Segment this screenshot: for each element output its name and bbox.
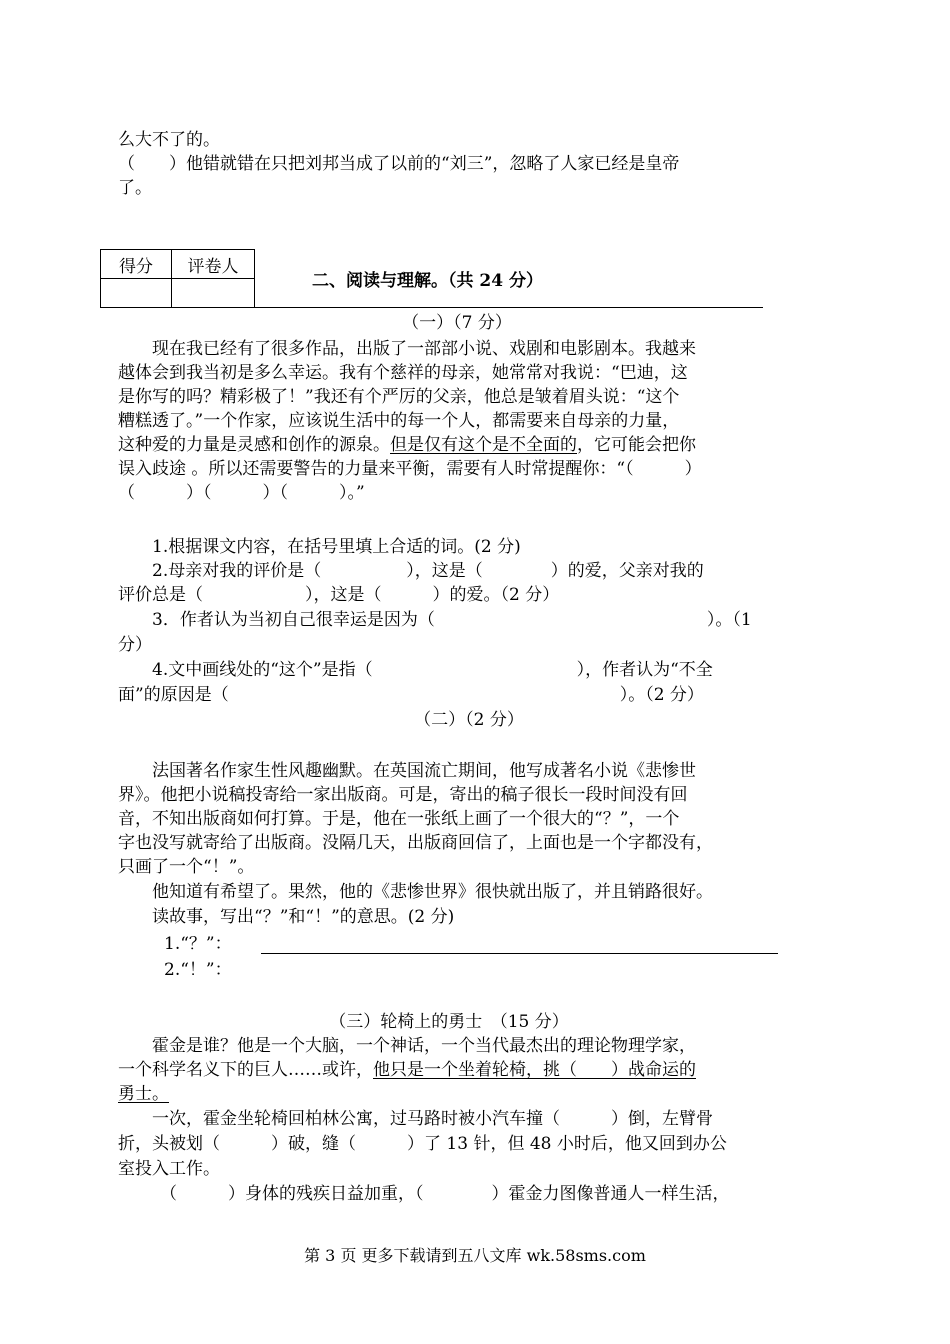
page-footer: 第 3 页 更多下载请到五八文库 wk.58sms.com	[304, 1246, 646, 1265]
question-3: 3．作者认为当初自己很幸运是因为（ ）。（1	[152, 610, 752, 630]
section-title: 二、阅读与理解。（共 24 分）	[312, 271, 543, 291]
text-span: ，它可能会把你	[577, 435, 696, 455]
score-cell[interactable]	[101, 279, 172, 308]
divider	[255, 307, 763, 308]
part2-heading: （二）（2 分）	[414, 710, 524, 730]
underlined-phrase: 但是仅有这个是不全面的	[390, 435, 577, 455]
underlined-phrase: 勇士。	[118, 1084, 169, 1104]
paragraph-line: 一次，霍金坐轮椅回柏林公寓，过马路时被小汽车撞（ ）倒，左臂骨	[152, 1109, 713, 1129]
paragraph-line: 越体会到我当初是多么幸运。我有个慈祥的母亲，她常常对我说：“巴迪，这	[118, 363, 688, 383]
grader-cell[interactable]	[172, 279, 255, 308]
text-span: 一个科学名义下的巨人……或许，	[118, 1060, 373, 1080]
answer-label-2: 2.“！”：	[164, 960, 232, 980]
paragraph-line: 折，头被划（ ）破，缝（ ）了 13 针，但 48 小时后，他又回到办公	[118, 1134, 727, 1154]
score-table	[100, 249, 255, 308]
paragraph-line: 他知道有希望了。果然，他的《悲惨世界》很快就出版了，并且销路很好。	[152, 882, 713, 902]
text-line: 么大不了的。	[118, 130, 220, 150]
paragraph-line: 字也没写就寄给了出版商。没隔几天，出版商回信了，上面也是一个字都没有，	[118, 833, 713, 853]
paragraph-line: 法国著名作家生性风趣幽默。在英国流亡期间，他写成著名小说《悲惨世	[152, 761, 696, 781]
paragraph-line: 音，不知出版商如何打算。于是，他在一张纸上画了一个很大的“？”，一个	[118, 809, 680, 829]
paragraph-line: 糟糕透了。”一个作家，应该说生活中的每一个人，都需要来自母亲的力量，	[118, 411, 680, 431]
paragraph-line: 霍金是谁？他是一个大脑，一个神话，一个当代最杰出的理论物理学家，	[152, 1036, 696, 1056]
part1-heading: （一）（7 分）	[402, 313, 512, 333]
paragraph-line: 读故事，写出“？”和“！”的意思。(2 分)	[152, 907, 455, 927]
answer-line-1[interactable]	[261, 953, 778, 954]
question-3-cont: 分）	[118, 635, 152, 655]
question-4: 4.文中画线处的“这个”是指（ ），作者认为“不全	[152, 660, 713, 680]
paragraph-line: 界》。他把小说稿投寄给一家出版商。可是，寄出的稿子很长一段时间没有回	[118, 785, 688, 805]
part3-heading: （三）轮椅上的勇士 （15 分）	[329, 1012, 569, 1032]
question-1: 1.根据课文内容，在括号里填上合适的词。(2 分)	[152, 537, 521, 557]
score-header: 得分	[101, 250, 172, 279]
paragraph-line: 误入歧途 。所以还需要警告的力量来平衡，需要有人时常提醒你：“（ ）	[118, 459, 702, 479]
question-2-cont: 评价总是（ ），这是（ ）的爱。（2 分）	[118, 585, 560, 605]
paragraph-line: （ ）身体的残疾日益加重，（ ）霍金力图像普通人一样生活，	[160, 1184, 730, 1204]
grader-header: 评卷人	[172, 250, 255, 279]
text-line: （ ）他错就错在只把刘邦当成了以前的“刘三”，忽略了人家已经是皇帝	[118, 154, 680, 174]
text-span: 这种爱的力量是灵感和创作的源泉。	[118, 435, 390, 455]
answer-label-1: 1.“？”：	[164, 934, 232, 954]
question-2: 2.母亲对我的评价是（ ），这是（ ）的爱，父亲对我的	[152, 561, 704, 581]
underlined-phrase: 他只是一个坐着轮椅，挑（ ）战命运的	[373, 1060, 696, 1080]
paragraph-line: （ ）（ ）（ ）。”	[118, 483, 365, 503]
question-4-cont: 面”的原因是（ ）。（2 分）	[118, 685, 704, 705]
paragraph-line: 只画了一个“！”。	[118, 857, 255, 877]
text-line: 了。	[118, 178, 152, 198]
paragraph-line	[118, 1058, 696, 1082]
paragraph-line: 室投入工作。	[118, 1159, 220, 1179]
paragraph-line	[118, 1082, 169, 1106]
paragraph-line: 是你写的吗？精彩极了！”我还有个严厉的父亲，他总是皱着眉头说：“这个	[118, 387, 680, 407]
paragraph-line: 现在我已经有了很多作品，出版了一部部小说、戏剧和电影剧本。我越来	[152, 339, 696, 359]
paragraph-line	[118, 433, 696, 457]
